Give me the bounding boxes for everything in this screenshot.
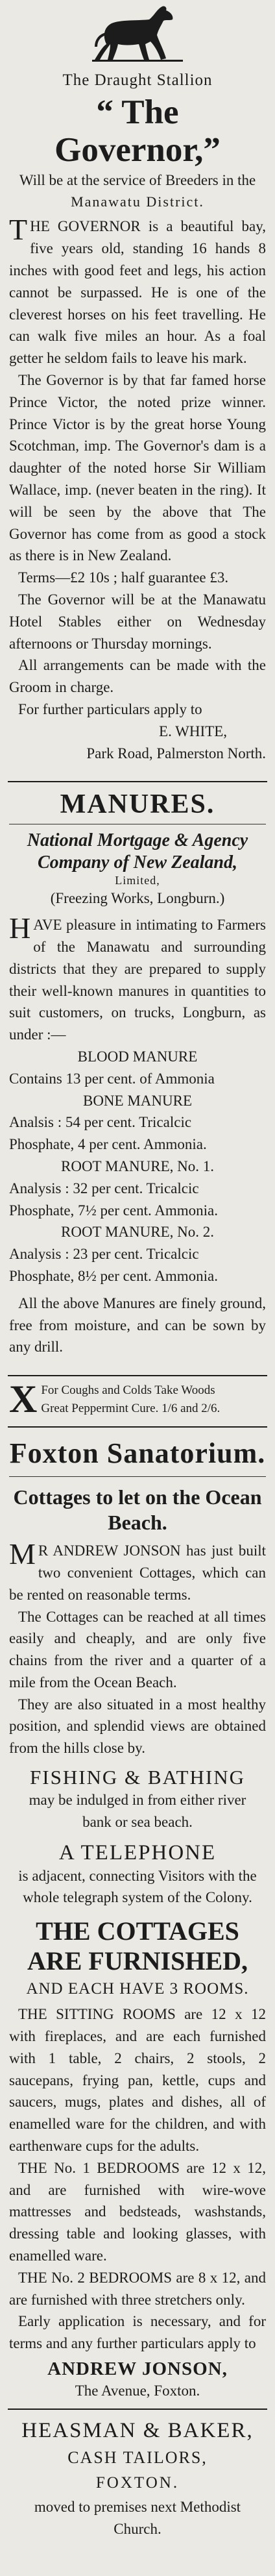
root-manure-2-heading: ROOT MANURE, No. 2. (61, 1224, 214, 1241)
district-line: Manawatu District. (71, 193, 204, 210)
cure-line-1: For Coughs and Colds Take Woods (41, 1383, 215, 1398)
x-mark: X (9, 1378, 38, 1421)
location-paragraph: They are also situated in a most healthy position, and splendid views are obtained from the hills close by. (9, 1696, 266, 1757)
root-manure-1-line-1: Analysis : 32 per cent. Tricalcic (9, 1180, 199, 1196)
owner-name: ANDREW JONSON, (47, 2359, 228, 2380)
root-manure-1-line-2: Phosphate, 7½ per cent. Ammonia. (9, 1202, 218, 1219)
company-limited: Limited, (115, 873, 160, 887)
cottages-heading: Cottages to let on the Ocean Beach. (13, 1485, 262, 1534)
manures-ad (8, 789, 267, 1358)
cure-line-2: Great Peppermint Cure. 1/6 and 2/6. (41, 1401, 221, 1415)
fishing-heading: FISHING & BATHING (30, 1766, 245, 1789)
tailors-town: FOXTON. (95, 2473, 180, 2492)
bone-manure-line-1: Analsis : 54 per cent. Tricalcic (9, 1114, 192, 1131)
root-manure-2-line-2: Phosphate, 8½ per cent. Ammonia. (9, 1268, 218, 1285)
terms-line: Terms—£2 10s ; half guarantee £3. (18, 569, 229, 586)
owner-address: The Avenue, Foxton. (75, 2383, 200, 2399)
tailors-title: HEASMAN & BAKER, (21, 2418, 254, 2442)
intro-text: AVE pleasure in intimating to Farmers of the Manawatu and surrounding districts that they are prepared to supply their well-known manures in quantities to suit customers, on trucks, Longburn, as under :— (9, 917, 266, 1043)
bedrooms-2-paragraph: THE No. 2 BEDROOMS are 8 x 12, and are furnished with three stretchers only. (9, 2269, 266, 2308)
drop-cap: T (9, 213, 28, 247)
horse-illustration (9, 4, 266, 66)
sanatorium-ad (8, 1437, 267, 2401)
telephone-text: is adjacent, connecting Visitors with the whole telegraph system of the Colony. (18, 1867, 257, 1906)
column-divider (8, 2409, 267, 2410)
sitting-rooms-paragraph: THE SITTING ROOMS are 12 x 12 with fireplaces, and are each furnished with 1 table, 2 chairs, 2 stools, 2 saucepans, frying pan, kettle, cups and saucers, mugs, plates and dishes, all of enamelled ware for the children, and with earthenware cups for the adults. (9, 2006, 266, 2155)
blood-manure-heading: BLOOD MANURE (77, 1048, 198, 1065)
title-divider (9, 1476, 266, 1477)
bone-manure-heading: BONE MANURE (82, 1092, 193, 1109)
tailors-note: moved to premises next Methodist Church. (34, 2498, 241, 2537)
service-line: Will be at the service of Breeders in the (19, 171, 256, 188)
rooms-heading: AND EACH HAVE 3 ROOMS. (26, 1980, 249, 1998)
description-paragraph (9, 213, 266, 369)
column-divider (8, 1426, 267, 1428)
intro-text: R ANDREW JONSON has just built two convenient Cottages, which can be rented on reasonable terms. (9, 1542, 266, 1603)
blood-manure-line: Contains 13 per cent. of Ammonia (9, 1070, 215, 1087)
furnished-heading: THE COTTAGES ARE FURNISHED, (27, 1916, 248, 1976)
root-manure-1-heading: ROOT MANURE, No. 1. (61, 1158, 214, 1175)
tailors-ad (8, 2419, 267, 2540)
column-divider (8, 1375, 267, 1376)
company-name: National Mortgage & Agency Company of New Zealand, (27, 830, 248, 873)
application-paragraph: Early application is necessary, and for terms and any further particulars apply to (9, 2313, 266, 2352)
bedrooms-1-paragraph: THE No. 1 BEDROOMS are 12 x 12, and are furnished with wire-wove mattresses and bedsteads, washstands, dressing table and looking glasses, with enamelled ware. (9, 2159, 266, 2264)
column-divider (8, 781, 267, 782)
particulars-line: For further particulars apply to (18, 700, 202, 717)
schedule-paragraph: The Governor will be at the Manawatu Hotel Stables either on Wednesday afternoons or Thursday mornings. (9, 591, 266, 652)
access-paragraph: The Cottages can be reached at all times easily and cheaply, and are only five chains from the river and a quarter of a mile from the Ocean Beach. (9, 1608, 266, 1690)
horse-icon (92, 4, 183, 64)
owner-address: Park Road, Palmerston North. (86, 745, 266, 762)
drop-cap: M (9, 1537, 36, 1571)
manures-intro (9, 911, 266, 1046)
fishing-text: may be indulged in from either river bank or sea beach. (29, 1792, 246, 1830)
pedigree-paragraph: The Governor is by that far famed horse Prince Victor, the noted prize winner. Prince Victor is by the great horse Young Scotchman, imp. The Governor's dam is a daughter of the noted horse Sir William Wallace, imp. (never beaten in the ring). It will be seen by the above that The Governor has come from as good a stock as there is in New Zealand. (9, 371, 266, 564)
description-text: HE GOVERNOR is a beautiful bay, five years old, standing 16 hands 8 inches with good feet and legs, his action cannot be surpassed. He is one of the cleverest horses on his feet travelling. He can walk five miles an hour. As a foal getter he seldom fails to leave his mark. (9, 218, 266, 367)
manures-closing: All the above Manures are finely ground, free from moisture, and can be sown by any drill. (9, 1294, 266, 1356)
owner-name: E. WHITE, (159, 723, 227, 739)
horse-name: “ The Governor,” (54, 93, 221, 169)
sanatorium-title: Foxton Sanatorium. (9, 1437, 266, 1470)
company-works: (Freezing Works, Longburn.) (50, 889, 225, 906)
bone-manure-line-2: Phosphate, 4 per cent. Ammonia. (9, 1136, 207, 1153)
stallion-heading: The Draught Stallion (62, 71, 213, 89)
newspaper-column (8, 0, 267, 2576)
arrangements-line: All arrangements can be made with the Groom in charge. (9, 657, 266, 696)
tailors-subtitle: CASH TAILORS, (67, 2447, 208, 2467)
telephone-heading: A TELEPHONE (58, 1840, 217, 1864)
drop-cap: H (9, 911, 31, 945)
jonson-intro (9, 1537, 266, 1605)
stallion-ad (8, 4, 267, 764)
manures-title: MANURES. (60, 789, 215, 820)
root-manure-2-line-1: Analysis : 23 per cent. Tricalcic (9, 1246, 199, 1263)
peppermint-cure-ad (8, 1378, 267, 1421)
